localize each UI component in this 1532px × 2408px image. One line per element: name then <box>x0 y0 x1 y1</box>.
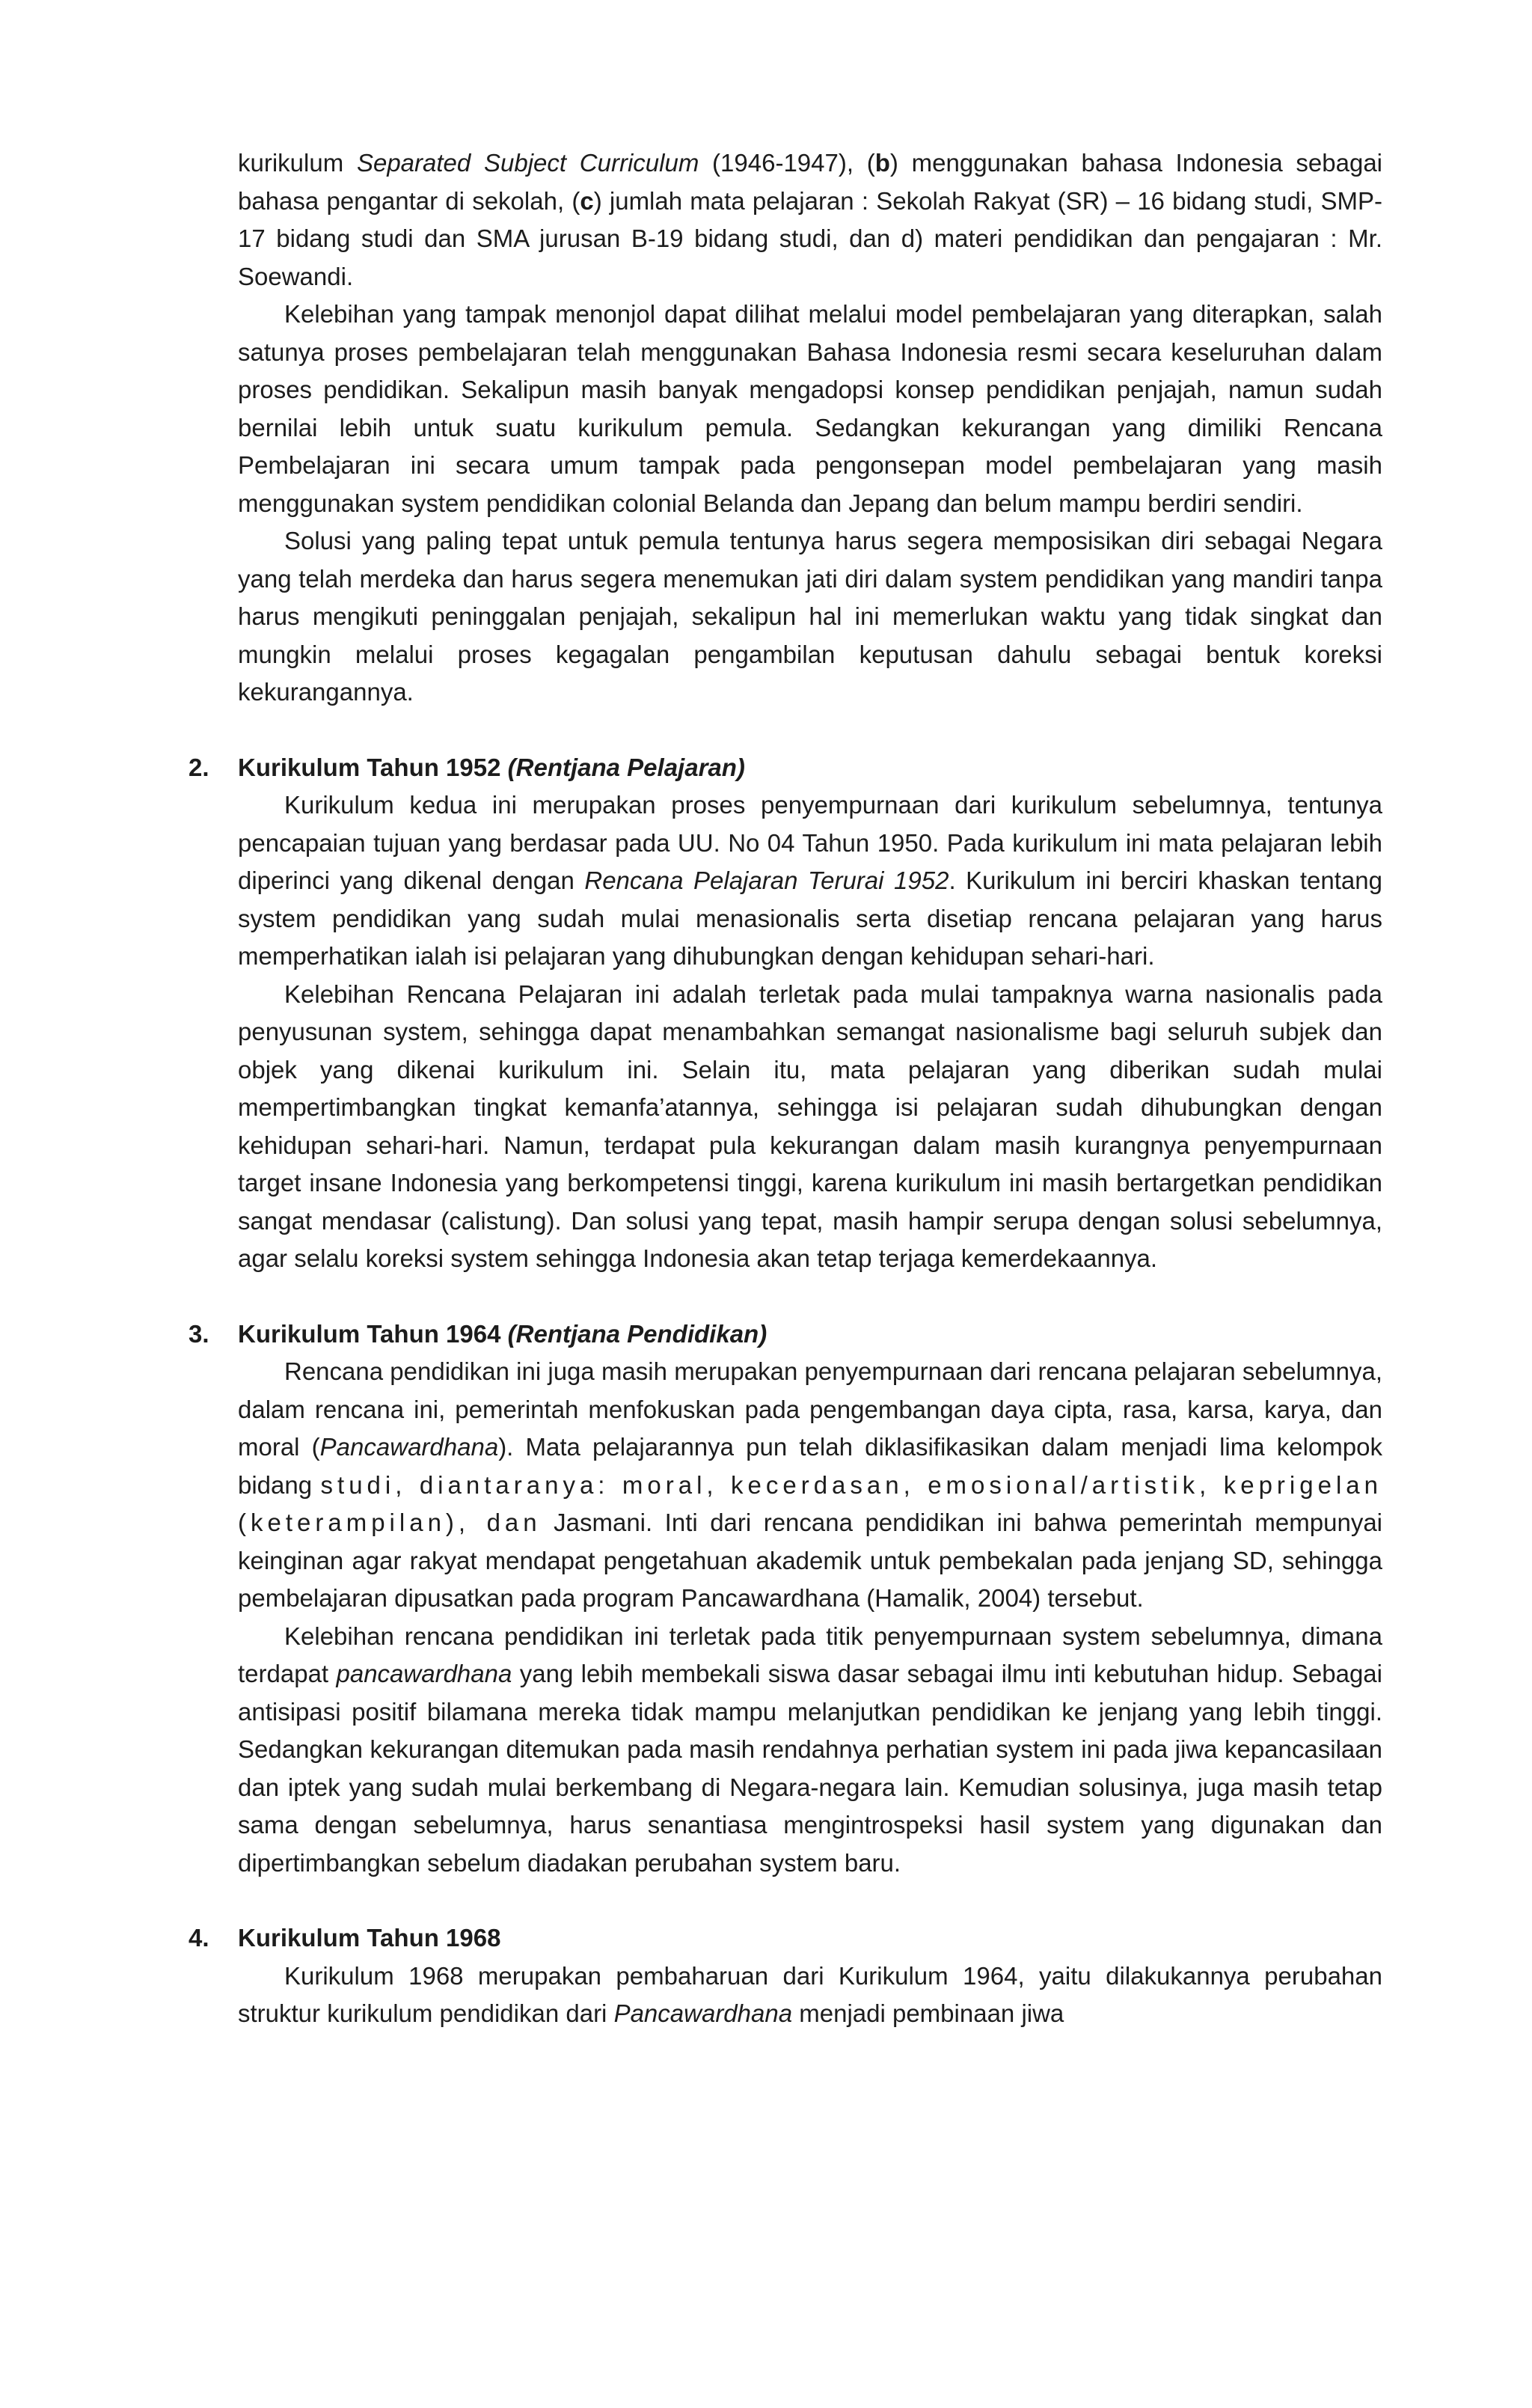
document-page <box>189 144 1383 2033</box>
emphasis: Pancawardhana <box>319 1433 499 1461</box>
section-number: 3. <box>189 1319 209 1348</box>
list-marker-b: b <box>874 149 890 177</box>
section-paragraph: Kelebihan Rencana Pelajaran ini adalah terletak pada mulai tampaknya warna nasionalis pada penyusunan system, sehingga dapat menambahkan semangat nasionalisme bagi seluruh subjek dan objek yang dikenai kurikulum ini. Selain itu, mata pelajaran yang diberikan sudah mulai mempertimbangkan tingkat kemanfa’atannya, sehingga isi pelajaran sudah dihubungkan dengan kehidupan sehari-hari. Namun, terdapat pula kekurangan dalam masih kurangnya penyempurnaan target insane Indonesia yang berkompetensi tinggi, karena kurikulum ini masih bertargetkan pendidikan sangat mendasar (calistung). Dan solusi yang tepat, masih hampir serupa dengan solusi sebelumnya, agar selalu koreksi system sehingga Indonesia akan tetap terjaga kemerdekaannya. <box>238 980 1382 1272</box>
section-heading: 3. Kurikulum Tahun 1964 (Rentjana Pendidikan) <box>238 1315 1382 1354</box>
section-number: 2. <box>189 753 209 781</box>
section-paragraph: Rencana pendidikan ini juga masih merupakan penyempurnaan dari rencana pelajaran sebelumnya, dalam rencana ini, pemerintah menfokuskan pada pengembangan daya cipta, rasa, karsa, karya, dan moral (Pancawardhana). Mata pelajarannya pun telah diklasifikasikan dalam menjadi lima kelompok bidang studi, diantaranya: moral, kecerdasan, emosional/artistik, keprigelan (keterampilan), dan Jasmani. Inti dari rencana pendidikan ini bahwa pemerintah mempunyai keinginan agar rakyat mendapat pengetahuan akademik untuk pembekalan pada jenjang SD, sehingga pembelajaran dipusatkan pada program Pancawardhana (Hamalik, 2004) tersebut. <box>238 1357 1382 1612</box>
section-paragraph: Kurikulum 1968 merupakan pembaharuan dari Kurikulum 1964, yaitu dilakukannya perubahan struktur kurikulum pendidikan dari Pancawardhana menjadi pembinaan jiwa <box>238 1961 1382 2027</box>
section-kurikulum-1968 <box>189 1919 1382 2033</box>
emphasis: Pancawardhana <box>613 1999 793 2027</box>
intro-paragraph-3: Solusi yang paling tepat untuk pemula tentunya harus segera memposisikan diri sebagai Negara yang telah merdeka dan harus segera menemukan jati diri dalam system pendidikan yang mandiri tanpa harus mengikuti peninggalan penjajah, sekalipun hal ini memerlukan waktu yang tidak singkat dan mungkin melalui proses kegagalan pengambilan keputusan dahulu sebagai bentuk koreksi kekurangannya. <box>238 527 1382 706</box>
intro-paragraph-1: kurikulum Separated Subject Curriculum (1946-1947), (b) menggunakan bahasa Indonesia sebagai bahasa pengantar di sekolah, (c) jumlah mata pelajaran : Sekolah Rakyat (SR) – 16 bidang studi, SMP-17 bidang studi dan SMA jurusan B-19 bidang studi, dan d) materi pendidikan dan pengajaran : Mr. Soewandi. <box>238 149 1383 290</box>
emphasis: Rencana Pelajaran Terurai 1952 <box>584 867 949 894</box>
section-kurikulum-1952 <box>189 749 1382 1278</box>
emphasis: Separated Subject Curriculum <box>356 149 699 177</box>
section-heading: 2. Kurikulum Tahun 1952 (Rentjana Pelajaran) <box>238 749 1382 787</box>
section-paragraph: Kurikulum kedua ini merupakan proses penyempurnaan dari kurikulum sebelumnya, tentunya pencapaian tujuan yang berdasar pada UU. No 04 Tahun 1950. Pada kurikulum ini mata pelajaran lebih diperinci yang dikenal dengan Rencana Pelajaran Terurai 1952. Kurikulum ini berciri khaskan tentang system pendidikan yang sudah mulai menasionalis serta disetiap rencana pelajaran yang harus memperhatikan ialah isi pelajaran yang dihubungkan dengan kehidupan sehari-hari. <box>238 791 1382 970</box>
letter-spaced-text: studi, diantaranya: moral, kecerdasan, emosional/artistik, keprigelan (keterampilan), dan <box>238 1470 1382 1536</box>
section-heading: 4. Kurikulum Tahun 1968 <box>238 1919 1382 1958</box>
intro-paragraph-2: Kelebihan yang tampak menonjol dapat dilihat melalui model pembelajaran yang diterapkan, salah satunya proses pembelajaran telah menggunakan Bahasa Indonesia resmi secara keseluruhan dalam proses pendidikan. Sekalipun masih banyak mengadopsi konsep pendidikan penjajah, namun sudah bernilai lebih untuk suatu kurikulum pemula. Sedangkan kekurangan yang dimiliki Rencana Pembelajaran ini secara umum tampak pada pengonsepan model pembelajaran yang masih menggunakan system pendidikan colonial Belanda dan Jepang dan belum mampu berdiri sendiri. <box>238 300 1382 517</box>
emphasis: pancawardhana <box>336 1660 512 1687</box>
section-kurikulum-1964 <box>189 1315 1382 1883</box>
list-marker-c: c <box>580 186 594 215</box>
section-number: 4. <box>189 1924 209 1952</box>
section-paragraph: Kelebihan rencana pendidikan ini terletak pada titik penyempurnaan system sebelumnya, dimana terdapat pancawardhana yang lebih membekali siswa dasar sebagai ilmu inti kebutuhan hidup. Sebagai antisipasi positif bilamana mereka tidak mampu melanjutkan pendidikan ke jenjang yang lebih tinggi. Sedangkan kekurangan ditemukan pada masih rendahnya perhatian system ini pada jiwa kepancasilaan dan iptek yang sudah mulai berkembang di Negara-negara lain. Kemudian solusinya, juga masih tetap sama dengan sebelumnya, harus senantiasa mengintrospeksi hasil system yang digunakan dan dipertimbangkan sebelum diadakan perubahan system baru. <box>238 1622 1382 1877</box>
